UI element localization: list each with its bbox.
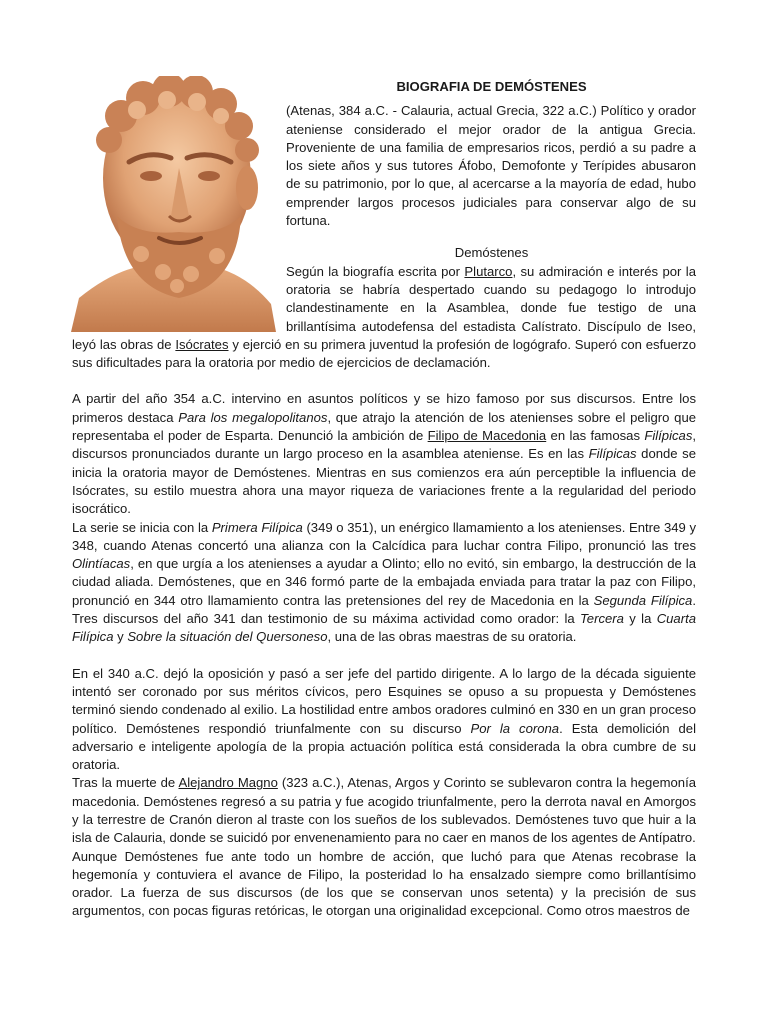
isocrates-link[interactable]: Isócrates [175, 336, 229, 352]
filipo-link[interactable]: Filipo de Macedonia [427, 428, 547, 444]
paragraph-4 [72, 665, 696, 775]
intro-paragraph: (Atenas, 384 a.C. - Calauria, actual Grecia, 322 a.C.) Político y orador ateniense considerado el mejor orador de la antigua Grecia. Proveniente de una familia de empresarios ricos, perdió a su padre a los siete años y sus tutores Áfobo, Demofonte y Terípides abusaron de su patrimonio, por lo que, al acercarse a la mayoría de edad, hubo emprender largos procesos judiciales para conservar algo de su fortuna. [286, 103, 696, 229]
text-run: Tras la muerte de [72, 775, 179, 791]
bust-icon [71, 76, 276, 332]
text-run: , su admiración e interés por la oratoria se habría despertado cuando su pedagogo lo introdujo clandestinamente en la Asamblea, donde fue testigo de una brillantísima autodefensa del estadista Calístrato. Discípulo de Iseo, leyó las obras de [72, 263, 696, 352]
work-title: Tercera [580, 611, 624, 627]
plutarco-link[interactable]: Plutarco [464, 263, 513, 279]
work-title: Sobre la situación del Quersoneso [127, 629, 328, 645]
text-run: A partir del año 354 a.C. intervino en asuntos políticos y se hizo famoso por sus discursos. Entre los primeros destaca [72, 391, 696, 425]
document-title: BIOGRAFIA DE DEMÓSTENES [396, 79, 587, 94]
work-title: Por la corona [470, 720, 560, 736]
paragraph-5 [72, 774, 696, 847]
text-run: . Tres discursos del año 341 dan testimonio de su máxima actividad como orador: la [72, 592, 696, 627]
work-title: Filípicas [588, 446, 637, 462]
section-subtitle: Demóstenes [454, 245, 529, 261]
work-title: Para los megalopolitanos [178, 409, 328, 425]
text-run: , en que urgía a los atenienses a ayudar a Olinto; ello no evitó, sin embargo, la destrucción de la ciudad aliada. Demóstenes, que en 346 formó parte de la embajada enviada para tratar la paz con Filipo, pronunció en 344 otro llamamiento contra las pretensiones del rey de Macedonia en la [72, 556, 696, 608]
text-run: y ejerció en su primera juventud la profesión de logógrafo. Superó con esfuerzo sus dificultades para la oratoria por medio de ejercicios de declamación. [72, 336, 696, 371]
work-title: Segunda Filípica [593, 592, 693, 608]
text-run: (323 a.C.), Atenas, Argos y Corinto se sublevaron contra la hegemonía macedonia. Demóstenes regresó a su patria y fue acogido triunfalmente, pero la derrota naval en Amorgos y la terrestre de Cranón dieron al traste con los sueños de los sublevados. Demóstenes tuvo que huir a la isla de Calauria, donde se suicidó por envenenamiento para no caer en manos de los agentes de Antípatro. [72, 775, 696, 846]
text-run: y [113, 629, 128, 645]
text-run: , que atrajo la atención de los atenienses sobre el peligro que representaba el poder de Esparta. Denunció la ambición de [72, 409, 697, 444]
demosthenes-bust-image [71, 76, 276, 332]
text-run: donde se inicia la oratoria mayor de Demóstenes. Mientras en sus comienzos era aún perceptible la influencia de Isócrates, su estilo muestra ahora una mayor riqueza de variaciones frente a la regularidad del periodo isocrático. [72, 446, 696, 517]
text-run: (349 o 351), un enérgico llamamiento a los atenienses. Entre 349 y 348, cuando Atenas concertó una alianza con la Calcídica para luchar contra Filipo, pronunció las tres [72, 519, 696, 553]
alejandro-link[interactable]: Alejandro Magno [178, 775, 278, 791]
text-run: , discursos pronunciados durante un largo proceso en la asamblea ateniense. Es en las [72, 428, 697, 462]
text-run: . Esta demolición del adversario e inteligente apología de la propia actuación política está considerada la obra cumbre de su oratoria. [72, 720, 696, 773]
text-run: en las famosas [546, 428, 645, 444]
text-run: , una de las obras maestras de su oratoria. [327, 629, 577, 645]
paragraph-6: Aunque Demóstenes fue ante todo un hombre de acción, que luchó para que Atenas recobrase la hegemonía y contuviera el avance de Filipo, la posteridad lo ha ensalzado siempre como brillantísimo orador. La fuerza de sus discursos (de los que se conservan unos setenta) y la precisión de sus argumentos, con pocas figuras retóricas, le otorgan una originalidad excepcional. Como otros maestros de [72, 848, 696, 919]
paragraph-2 [72, 390, 696, 518]
text-run: En el 340 a.C. dejó la oposición y pasó a ser jefe del partido dirigente. A lo largo de la década siguiente intentó ser coronado por sus méritos cívicos, pero Esquines se opuso a su propuesta y Demóstenes terminó siendo condenado al exilio. La hostilidad entre ambos oradores culminó en 330 en un gran proceso político. Demóstenes respondió triunfalmente con su discurso [72, 665, 696, 736]
work-title: Filípicas [644, 428, 693, 444]
work-title: Cuarta Filípica [72, 611, 696, 645]
work-title: Primera Filípica [211, 519, 303, 535]
text-run: Según la biografía escrita por [286, 263, 465, 279]
work-title: Olintíacas [72, 556, 131, 572]
text-run: y la [623, 611, 657, 627]
text-run: La serie se inicia con la [72, 519, 212, 535]
paragraph-3 [72, 519, 696, 647]
